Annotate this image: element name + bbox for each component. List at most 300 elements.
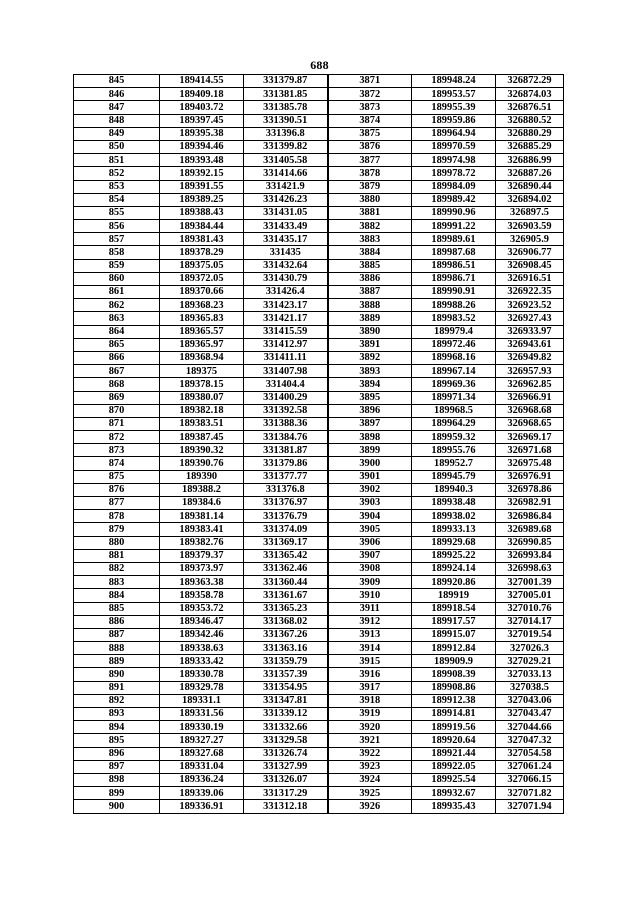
point-number-cell: 884 [74,589,160,602]
table-row [74,417,564,430]
y-coordinate-cell: 331399.82 [244,140,328,153]
point-number-cell: 3888 [328,299,412,312]
x-coordinate-cell: 189971.34 [412,391,496,404]
x-coordinate-cell: 189964.29 [412,417,496,430]
point-number-cell: 3875 [328,127,412,140]
y-coordinate-cell: 331426.23 [244,193,328,206]
y-coordinate-cell: 326968.68 [496,404,564,417]
point-number-cell: 873 [74,444,160,457]
point-number-cell: 3871 [328,75,412,88]
y-coordinate-cell: 331435 [244,246,328,259]
x-coordinate-cell: 189378.15 [160,378,244,391]
point-number-cell: 3895 [328,391,412,404]
point-number-cell: 3920 [328,721,412,734]
point-number-cell: 857 [74,233,160,246]
x-coordinate-cell: 189986.71 [412,272,496,285]
point-number-cell: 3899 [328,444,412,457]
point-number-cell: 3919 [328,708,412,721]
point-number-cell: 886 [74,615,160,628]
x-coordinate-cell: 189383.51 [160,417,244,430]
table-row [74,233,564,246]
point-number-cell: 851 [74,154,160,167]
y-coordinate-cell: 326906.77 [496,246,564,259]
x-coordinate-cell: 189914.81 [412,708,496,721]
point-number-cell: 876 [74,483,160,496]
y-coordinate-cell: 327061.24 [496,760,564,773]
point-number-cell: 3878 [328,167,412,180]
point-number-cell: 883 [74,576,160,589]
point-number-cell: 853 [74,180,160,193]
table-row [74,404,564,417]
x-coordinate-cell: 189394.46 [160,140,244,153]
y-coordinate-cell: 331435.17 [244,233,328,246]
y-coordinate-cell: 327043.06 [496,694,564,707]
point-number-cell: 3904 [328,510,412,523]
x-coordinate-cell: 189390.32 [160,444,244,457]
y-coordinate-cell: 326966.91 [496,391,564,404]
x-coordinate-cell: 189383.41 [160,523,244,536]
x-coordinate-cell: 189381.14 [160,510,244,523]
point-number-cell: 3897 [328,417,412,430]
x-coordinate-cell: 189330.19 [160,721,244,734]
point-number-cell: 868 [74,378,160,391]
y-coordinate-cell: 331312.18 [244,800,328,813]
point-number-cell: 899 [74,787,160,800]
table-row [74,483,564,496]
x-coordinate-cell: 189945.79 [412,470,496,483]
y-coordinate-cell: 327044.66 [496,721,564,734]
y-coordinate-cell: 331326.07 [244,773,328,786]
y-coordinate-cell: 326998.63 [496,562,564,575]
y-coordinate-cell: 331426.4 [244,286,328,299]
point-number-cell: 3912 [328,615,412,628]
x-coordinate-cell: 189908.39 [412,668,496,681]
y-coordinate-cell: 331430.79 [244,272,328,285]
point-number-cell: 889 [74,655,160,668]
y-coordinate-cell: 326982.91 [496,497,564,510]
x-coordinate-cell: 189953.57 [412,88,496,101]
x-coordinate-cell: 189920.64 [412,734,496,747]
x-coordinate-cell: 189336.91 [160,800,244,813]
point-number-cell: 3896 [328,404,412,417]
x-coordinate-cell: 189988.26 [412,299,496,312]
table-row [74,259,564,272]
x-coordinate-cell: 189955.39 [412,101,496,114]
point-number-cell: 3874 [328,114,412,127]
y-coordinate-cell: 326968.65 [496,417,564,430]
x-coordinate-cell: 189409.18 [160,88,244,101]
x-coordinate-cell: 189990.91 [412,286,496,299]
point-number-cell: 3882 [328,220,412,233]
table-row [74,523,564,536]
y-coordinate-cell: 331326.74 [244,747,328,760]
y-coordinate-cell: 331359.79 [244,655,328,668]
y-coordinate-cell: 326876.51 [496,101,564,114]
y-coordinate-cell: 326887.26 [496,167,564,180]
x-coordinate-cell: 189986.51 [412,259,496,272]
y-coordinate-cell: 331432.64 [244,259,328,272]
x-coordinate-cell: 189370.66 [160,286,244,299]
y-coordinate-cell: 327019.54 [496,628,564,641]
y-coordinate-cell: 326923.52 [496,299,564,312]
y-coordinate-cell: 331421.17 [244,312,328,325]
y-coordinate-cell: 331368.02 [244,615,328,628]
x-coordinate-cell: 189959.86 [412,114,496,127]
table-row [74,75,564,88]
y-coordinate-cell: 331376.97 [244,497,328,510]
y-coordinate-cell: 326969.17 [496,431,564,444]
y-coordinate-cell: 326978.86 [496,483,564,496]
point-number-cell: 3913 [328,628,412,641]
x-coordinate-cell: 189915.07 [412,628,496,641]
x-coordinate-cell: 189379.37 [160,549,244,562]
point-number-cell: 850 [74,140,160,153]
x-coordinate-cell: 189968.16 [412,351,496,364]
point-number-cell: 3892 [328,351,412,364]
y-coordinate-cell: 326986.84 [496,510,564,523]
x-coordinate-cell: 189990.96 [412,206,496,219]
x-coordinate-cell: 189959.32 [412,431,496,444]
point-number-cell: 3880 [328,193,412,206]
point-number-cell: 880 [74,536,160,549]
y-coordinate-cell: 326894.02 [496,193,564,206]
point-number-cell: 878 [74,510,160,523]
point-number-cell: 3908 [328,562,412,575]
point-number-cell: 854 [74,193,160,206]
x-coordinate-cell: 189955.76 [412,444,496,457]
y-coordinate-cell: 331415.59 [244,325,328,338]
x-coordinate-cell: 189339.06 [160,787,244,800]
y-coordinate-cell: 331385.78 [244,101,328,114]
table-row [74,299,564,312]
table-row [74,655,564,668]
x-coordinate-cell: 189969.36 [412,378,496,391]
point-number-cell: 3889 [328,312,412,325]
point-number-cell: 3916 [328,668,412,681]
point-number-cell: 852 [74,167,160,180]
x-coordinate-cell: 189912.38 [412,694,496,707]
coordinate-table-body [74,75,564,814]
x-coordinate-cell: 189983.52 [412,312,496,325]
y-coordinate-cell: 331405.58 [244,154,328,167]
point-number-cell: 875 [74,470,160,483]
x-coordinate-cell: 189389.25 [160,193,244,206]
y-coordinate-cell: 326890.44 [496,180,564,193]
point-number-cell: 892 [74,694,160,707]
table-row [74,668,564,681]
table-row [74,747,564,760]
x-coordinate-cell: 189353.72 [160,602,244,615]
y-coordinate-cell: 326922.35 [496,286,564,299]
x-coordinate-cell: 189917.57 [412,615,496,628]
table-row [74,773,564,786]
x-coordinate-cell: 189384.44 [160,220,244,233]
y-coordinate-cell: 331411.11 [244,351,328,364]
point-number-cell: 858 [74,246,160,259]
y-coordinate-cell: 327038.5 [496,681,564,694]
table-row [74,286,564,299]
table-row [74,378,564,391]
y-coordinate-cell: 327066.15 [496,773,564,786]
x-coordinate-cell: 189329.78 [160,681,244,694]
point-number-cell: 3879 [328,180,412,193]
x-coordinate-cell: 189373.97 [160,562,244,575]
table-row [74,562,564,575]
point-number-cell: 3883 [328,233,412,246]
y-coordinate-cell: 326903.59 [496,220,564,233]
table-row [74,365,564,378]
y-coordinate-cell: 327029.21 [496,655,564,668]
point-number-cell: 3918 [328,694,412,707]
table-row [74,589,564,602]
x-coordinate-cell: 189388.2 [160,483,244,496]
y-coordinate-cell: 327001.39 [496,576,564,589]
y-coordinate-cell: 326962.85 [496,378,564,391]
x-coordinate-cell: 189375.05 [160,259,244,272]
x-coordinate-cell: 189390 [160,470,244,483]
point-number-cell: 879 [74,523,160,536]
point-number-cell: 882 [74,562,160,575]
x-coordinate-cell: 189338.63 [160,642,244,655]
y-coordinate-cell: 326872.29 [496,75,564,88]
x-coordinate-cell: 189967.14 [412,365,496,378]
y-coordinate-cell: 331363.16 [244,642,328,655]
x-coordinate-cell: 189331.04 [160,760,244,773]
y-coordinate-cell: 331362.46 [244,562,328,575]
x-coordinate-cell: 189987.68 [412,246,496,259]
point-number-cell: 3922 [328,747,412,760]
table-row [74,708,564,721]
point-number-cell: 900 [74,800,160,813]
x-coordinate-cell: 189382.76 [160,536,244,549]
y-coordinate-cell: 331412.97 [244,338,328,351]
point-number-cell: 3876 [328,140,412,153]
y-coordinate-cell: 331407.98 [244,365,328,378]
coordinate-table [73,74,564,814]
x-coordinate-cell: 189368.94 [160,351,244,364]
y-coordinate-cell: 331392.58 [244,404,328,417]
table-row [74,246,564,259]
y-coordinate-cell: 326880.29 [496,127,564,140]
point-number-cell: 849 [74,127,160,140]
y-coordinate-cell: 331379.86 [244,457,328,470]
x-coordinate-cell: 189390.76 [160,457,244,470]
x-coordinate-cell: 189395.38 [160,127,244,140]
y-coordinate-cell: 331327.99 [244,760,328,773]
y-coordinate-cell: 331396.8 [244,127,328,140]
point-number-cell: 3907 [328,549,412,562]
x-coordinate-cell: 189414.55 [160,75,244,88]
table-row [74,536,564,549]
x-coordinate-cell: 189372.05 [160,272,244,285]
point-number-cell: 871 [74,417,160,430]
y-coordinate-cell: 331339.12 [244,708,328,721]
point-number-cell: 3926 [328,800,412,813]
y-coordinate-cell: 326908.45 [496,259,564,272]
point-number-cell: 885 [74,602,160,615]
point-number-cell: 3885 [328,259,412,272]
point-number-cell: 891 [74,681,160,694]
point-number-cell: 887 [74,628,160,641]
point-number-cell: 3873 [328,101,412,114]
x-coordinate-cell: 189935.43 [412,800,496,813]
point-number-cell: 855 [74,206,160,219]
x-coordinate-cell: 189974.98 [412,154,496,167]
x-coordinate-cell: 189922.05 [412,760,496,773]
y-coordinate-cell: 331361.67 [244,589,328,602]
y-coordinate-cell: 326927.43 [496,312,564,325]
point-number-cell: 862 [74,299,160,312]
x-coordinate-cell: 189387.45 [160,431,244,444]
table-row [74,470,564,483]
point-number-cell: 3901 [328,470,412,483]
y-coordinate-cell: 331354.95 [244,681,328,694]
x-coordinate-cell: 189393.48 [160,154,244,167]
point-number-cell: 847 [74,101,160,114]
point-number-cell: 3886 [328,272,412,285]
table-row [74,760,564,773]
y-coordinate-cell: 326933.97 [496,325,564,338]
table-row [74,576,564,589]
table-row [74,721,564,734]
x-coordinate-cell: 189979.4 [412,325,496,338]
y-coordinate-cell: 331317.29 [244,787,328,800]
point-number-cell: 897 [74,760,160,773]
page-number: 688 [310,58,329,72]
x-coordinate-cell: 189392.15 [160,167,244,180]
x-coordinate-cell: 189909.9 [412,655,496,668]
point-number-cell: 865 [74,338,160,351]
y-coordinate-cell: 327071.82 [496,787,564,800]
table-row [74,140,564,153]
y-coordinate-cell: 331388.36 [244,417,328,430]
y-coordinate-cell: 331376.8 [244,483,328,496]
x-coordinate-cell: 189938.02 [412,510,496,523]
y-coordinate-cell: 326971.68 [496,444,564,457]
point-number-cell: 864 [74,325,160,338]
table-row [74,444,564,457]
y-coordinate-cell: 326993.84 [496,549,564,562]
point-number-cell: 888 [74,642,160,655]
point-number-cell: 872 [74,431,160,444]
point-number-cell: 3900 [328,457,412,470]
table-row [74,206,564,219]
x-coordinate-cell: 189924.14 [412,562,496,575]
x-coordinate-cell: 189368.23 [160,299,244,312]
y-coordinate-cell: 331381.85 [244,88,328,101]
table-row [74,549,564,562]
table-row [74,220,564,233]
x-coordinate-cell: 189925.54 [412,773,496,786]
y-coordinate-cell: 327005.01 [496,589,564,602]
x-coordinate-cell: 189968.5 [412,404,496,417]
x-coordinate-cell: 189336.24 [160,773,244,786]
y-coordinate-cell: 331347.81 [244,694,328,707]
table-row [74,272,564,285]
table-row [74,628,564,641]
point-number-cell: 3881 [328,206,412,219]
table-row [74,154,564,167]
y-coordinate-cell: 327010.76 [496,602,564,615]
x-coordinate-cell: 189933.13 [412,523,496,536]
point-number-cell: 3906 [328,536,412,549]
table-row [74,800,564,813]
point-number-cell: 3887 [328,286,412,299]
x-coordinate-cell: 189382.18 [160,404,244,417]
point-number-cell: 846 [74,88,160,101]
point-number-cell: 881 [74,549,160,562]
point-number-cell: 877 [74,497,160,510]
y-coordinate-cell: 331329.58 [244,734,328,747]
point-number-cell: 893 [74,708,160,721]
table-row [74,431,564,444]
y-coordinate-cell: 326885.29 [496,140,564,153]
y-coordinate-cell: 331367.26 [244,628,328,641]
point-number-cell: 863 [74,312,160,325]
y-coordinate-cell: 327047.32 [496,734,564,747]
y-coordinate-cell: 331431.05 [244,206,328,219]
x-coordinate-cell: 189330.78 [160,668,244,681]
table-row [74,338,564,351]
y-coordinate-cell: 331381.87 [244,444,328,457]
y-coordinate-cell: 331332.66 [244,721,328,734]
y-coordinate-cell: 331369.17 [244,536,328,549]
y-coordinate-cell: 327033.13 [496,668,564,681]
point-number-cell: 3905 [328,523,412,536]
x-coordinate-cell: 189342.46 [160,628,244,641]
x-coordinate-cell: 189921.44 [412,747,496,760]
y-coordinate-cell: 331400.29 [244,391,328,404]
point-number-cell: 898 [74,773,160,786]
y-coordinate-cell: 326949.82 [496,351,564,364]
point-number-cell: 3891 [328,338,412,351]
x-coordinate-cell: 189978.72 [412,167,496,180]
table-row [74,88,564,101]
x-coordinate-cell: 189912.84 [412,642,496,655]
y-coordinate-cell: 331365.42 [244,549,328,562]
table-row [74,391,564,404]
y-coordinate-cell: 327014.17 [496,615,564,628]
x-coordinate-cell: 189940.3 [412,483,496,496]
y-coordinate-cell: 331365.23 [244,602,328,615]
x-coordinate-cell: 189388.43 [160,206,244,219]
x-coordinate-cell: 189403.72 [160,101,244,114]
table-row [74,681,564,694]
y-coordinate-cell: 331384.76 [244,431,328,444]
x-coordinate-cell: 189381.43 [160,233,244,246]
y-coordinate-cell: 326943.61 [496,338,564,351]
x-coordinate-cell: 189919.56 [412,721,496,734]
y-coordinate-cell: 326957.93 [496,365,564,378]
y-coordinate-cell: 326874.03 [496,88,564,101]
point-number-cell: 3924 [328,773,412,786]
point-number-cell: 874 [74,457,160,470]
x-coordinate-cell: 189964.94 [412,127,496,140]
y-coordinate-cell: 327071.94 [496,800,564,813]
table-row [74,694,564,707]
table-row [74,114,564,127]
y-coordinate-cell: 326886.99 [496,154,564,167]
point-number-cell: 859 [74,259,160,272]
x-coordinate-cell: 189378.29 [160,246,244,259]
x-coordinate-cell: 189991.22 [412,220,496,233]
point-number-cell: 890 [74,668,160,681]
y-coordinate-cell: 331404.4 [244,378,328,391]
table-row [74,615,564,628]
point-number-cell: 3903 [328,497,412,510]
point-number-cell: 3915 [328,655,412,668]
y-coordinate-cell: 331421.9 [244,180,328,193]
